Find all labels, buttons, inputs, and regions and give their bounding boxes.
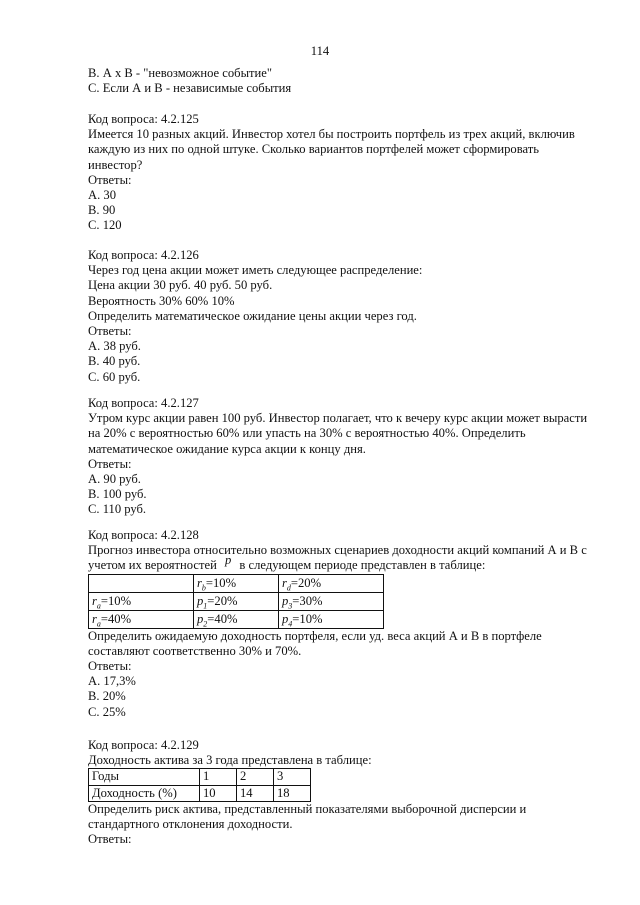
answer-option: А. 38 руб.: [88, 339, 141, 354]
table-cell: 14: [237, 785, 274, 801]
intro-block: [88, 66, 608, 96]
question-text: каждую из них по одной штуке. Сколько вариантов портфелей может сформировать: [88, 142, 539, 157]
table-cell: 10: [200, 785, 237, 801]
question-text: стандартного отклонения доходности.: [88, 817, 293, 832]
intro-line: С. Если А и В - независимые события: [88, 81, 292, 96]
table-cell: 2: [237, 769, 274, 785]
table-cell: [89, 574, 194, 592]
table-cell: $p_1=20\%$: [194, 592, 279, 610]
question-4-2-129: [88, 738, 608, 847]
question-4-2-127: [88, 396, 608, 518]
question-text: Определить математическое ожидание цены акции через год.: [88, 308, 417, 323]
question-code: Код вопроса: 4.2.126: [88, 248, 199, 262]
table-cell: 3: [274, 769, 311, 785]
answer-option: В. 100 руб.: [88, 487, 147, 502]
question-text: Определить ожидаемую доходность портфеля, если уд. веса акций А и В в портфеле: [88, 628, 542, 643]
answer-option: С. 25%: [88, 704, 126, 719]
question-4-2-128: [88, 528, 608, 720]
page-number: 114: [310, 44, 330, 58]
answers-label: Ответы:: [88, 832, 132, 847]
question-4-2-126: [88, 248, 608, 385]
question-code: Код вопроса: 4.2.127: [88, 396, 199, 410]
answer-option: В. 90: [88, 203, 116, 218]
question-4-2-125: [88, 112, 608, 234]
question-text: Вероятность 30% 60% 10%: [88, 293, 235, 308]
table-row: [89, 610, 384, 628]
text-part: учетом их вероятностей: [88, 558, 217, 573]
intro-line: В. А х В - "невозможное событие": [88, 66, 273, 80]
answer-option: А. 17,3%: [88, 674, 136, 689]
question-text: Имеется 10 разных акций. Инвестор хотел бы построить портфель из трех акций, включив: [88, 127, 575, 142]
answer-option: В. 40 руб.: [88, 354, 141, 369]
answer-option: А. 90 руб.: [88, 472, 141, 487]
question-code: Код вопроса: 4.2.125: [88, 112, 199, 126]
scenario-table: [88, 574, 384, 629]
answer-option: С. 120: [88, 218, 122, 233]
table-cell: Годы: [89, 769, 200, 785]
question-text: составляют соответственно 30% и 70%.: [88, 643, 302, 658]
table-cell: $r_a=10\%$: [89, 592, 194, 610]
table-row: [89, 769, 311, 785]
answers-label: Ответы:: [88, 324, 132, 339]
table-cell: 18: [274, 785, 311, 801]
probability-symbol: p: [224, 553, 232, 568]
question-text: Через год цена акции может иметь следующее распределение:: [88, 263, 423, 278]
answer-option: С. 110 руб.: [88, 502, 147, 517]
question-text: [88, 553, 608, 573]
question-text: Цена акции 30 руб. 40 руб. 50 руб.: [88, 278, 273, 293]
table-cell: $r_b=10\%$: [194, 574, 279, 592]
table-cell: $r_d=20\%$: [279, 574, 384, 592]
question-text: Определить риск актива, представленный показателями выборочной дисперсии и: [88, 801, 527, 816]
table-cell: $p_2=40\%$: [194, 610, 279, 628]
question-text: Утром курс акции равен 100 руб. Инвестор полагает, что к вечеру курс акции может вырасти: [88, 411, 588, 426]
table-cell: $r_a=40\%$: [89, 610, 194, 628]
table-cell: 1: [200, 769, 237, 785]
table-row: [89, 574, 384, 592]
table-row: [89, 785, 311, 801]
table-row: [89, 592, 384, 610]
answers-label: Ответы:: [88, 659, 132, 674]
question-text: математическое ожидание курса акции к концу дня.: [88, 441, 366, 456]
question-text: Доходность актива за 3 года представлена в таблице:: [88, 753, 372, 768]
answer-option: С. 60 руб.: [88, 369, 141, 384]
answer-option: А. 30: [88, 188, 116, 203]
answer-option: В. 20%: [88, 689, 126, 704]
table-cell: Доходность (%): [89, 785, 200, 801]
question-text: инвестор?: [88, 157, 143, 172]
answers-label: Ответы:: [88, 456, 132, 471]
table-cell: $p_4=10\%$: [279, 610, 384, 628]
question-code: Код вопроса: 4.2.129: [88, 738, 199, 752]
text-part: в следующем периоде представлен в таблице:: [239, 558, 486, 573]
returns-table: [88, 768, 311, 801]
answers-label: Ответы:: [88, 172, 132, 187]
question-text: на 20% с вероятностью 60% или упасть на 30% с вероятностью 40%. Определить: [88, 426, 526, 441]
question-code: Код вопроса: 4.2.128: [88, 528, 199, 542]
table-cell: $p_3=30\%$: [279, 592, 384, 610]
question-text: Прогноз инвестора относительно возможных сценариев доходности акций компаний А и В с: [88, 543, 587, 558]
